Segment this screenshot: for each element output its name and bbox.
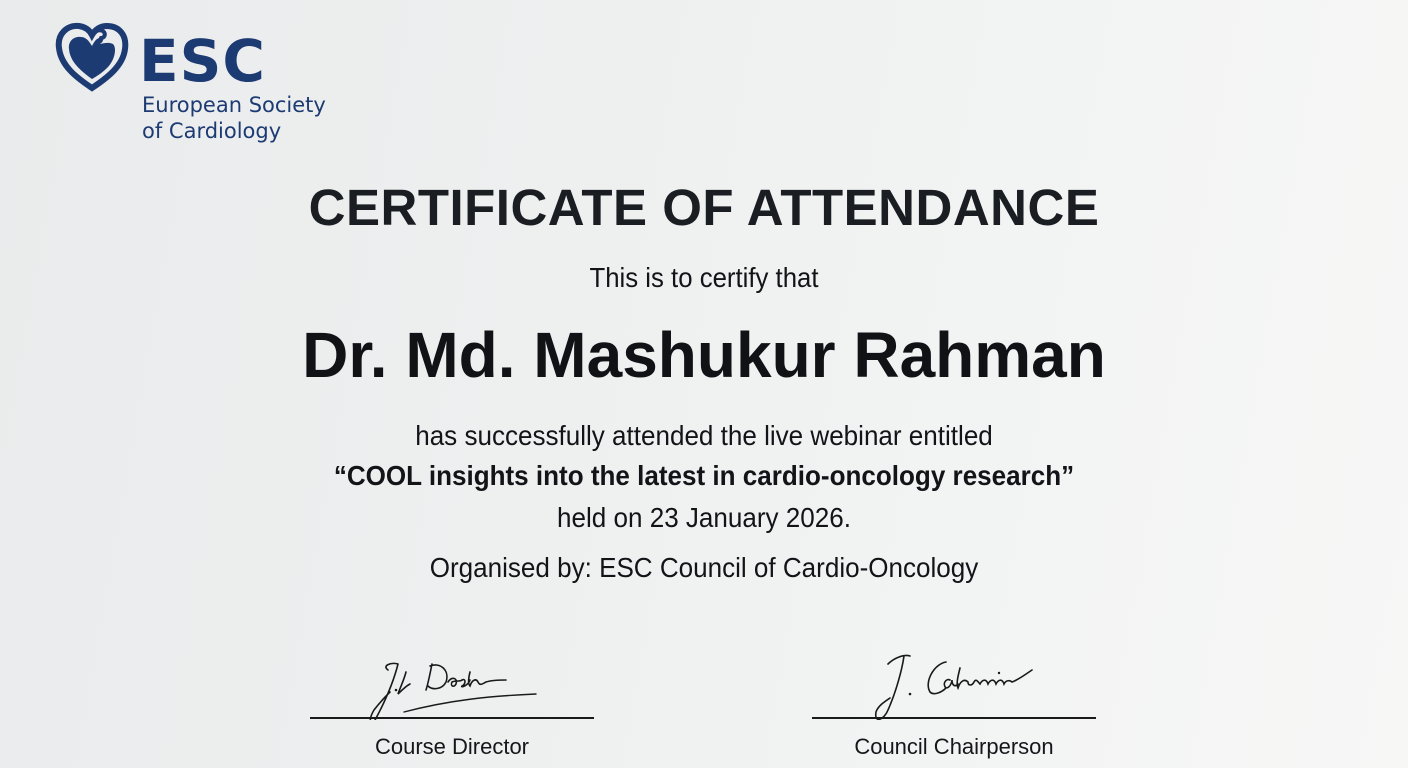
esc-logo [55, 22, 355, 152]
attendance-statement: has successfully attended the live webinar entitled [415, 420, 993, 451]
certify-intro: This is to certify that [589, 262, 819, 293]
organiser-line: Organised by: ESC Council of Cardio-Oncology [429, 552, 979, 583]
signature-label-council-chairperson: Council Chairperson [854, 734, 1054, 759]
signature-block-council-chairperson [812, 640, 1096, 768]
certificate-title: CERTIFICATE OF ATTENDANCE [308, 179, 1100, 236]
webinar-date: held on 23 January 2026. [557, 502, 851, 533]
logo-abbreviation: ESC [139, 27, 266, 95]
logo-organization-name [142, 92, 326, 144]
logo-name-line2: of Cardiology [142, 119, 282, 143]
signature-council-chairperson-icon [812, 640, 1096, 720]
signature-block-course-director [310, 640, 594, 768]
signature-line [812, 717, 1096, 719]
signature-course-director-icon [310, 640, 594, 720]
webinar-title: “COOL insights into the latest in cardio-oncology research” [333, 460, 1075, 491]
recipient-name: Dr. Md. Mashukur Rahman [302, 319, 1106, 391]
logo-name-line1: European Society [142, 93, 326, 117]
signature-line [310, 717, 594, 719]
heart-logo-icon [55, 22, 129, 92]
signature-label-course-director: Course Director [374, 734, 530, 759]
